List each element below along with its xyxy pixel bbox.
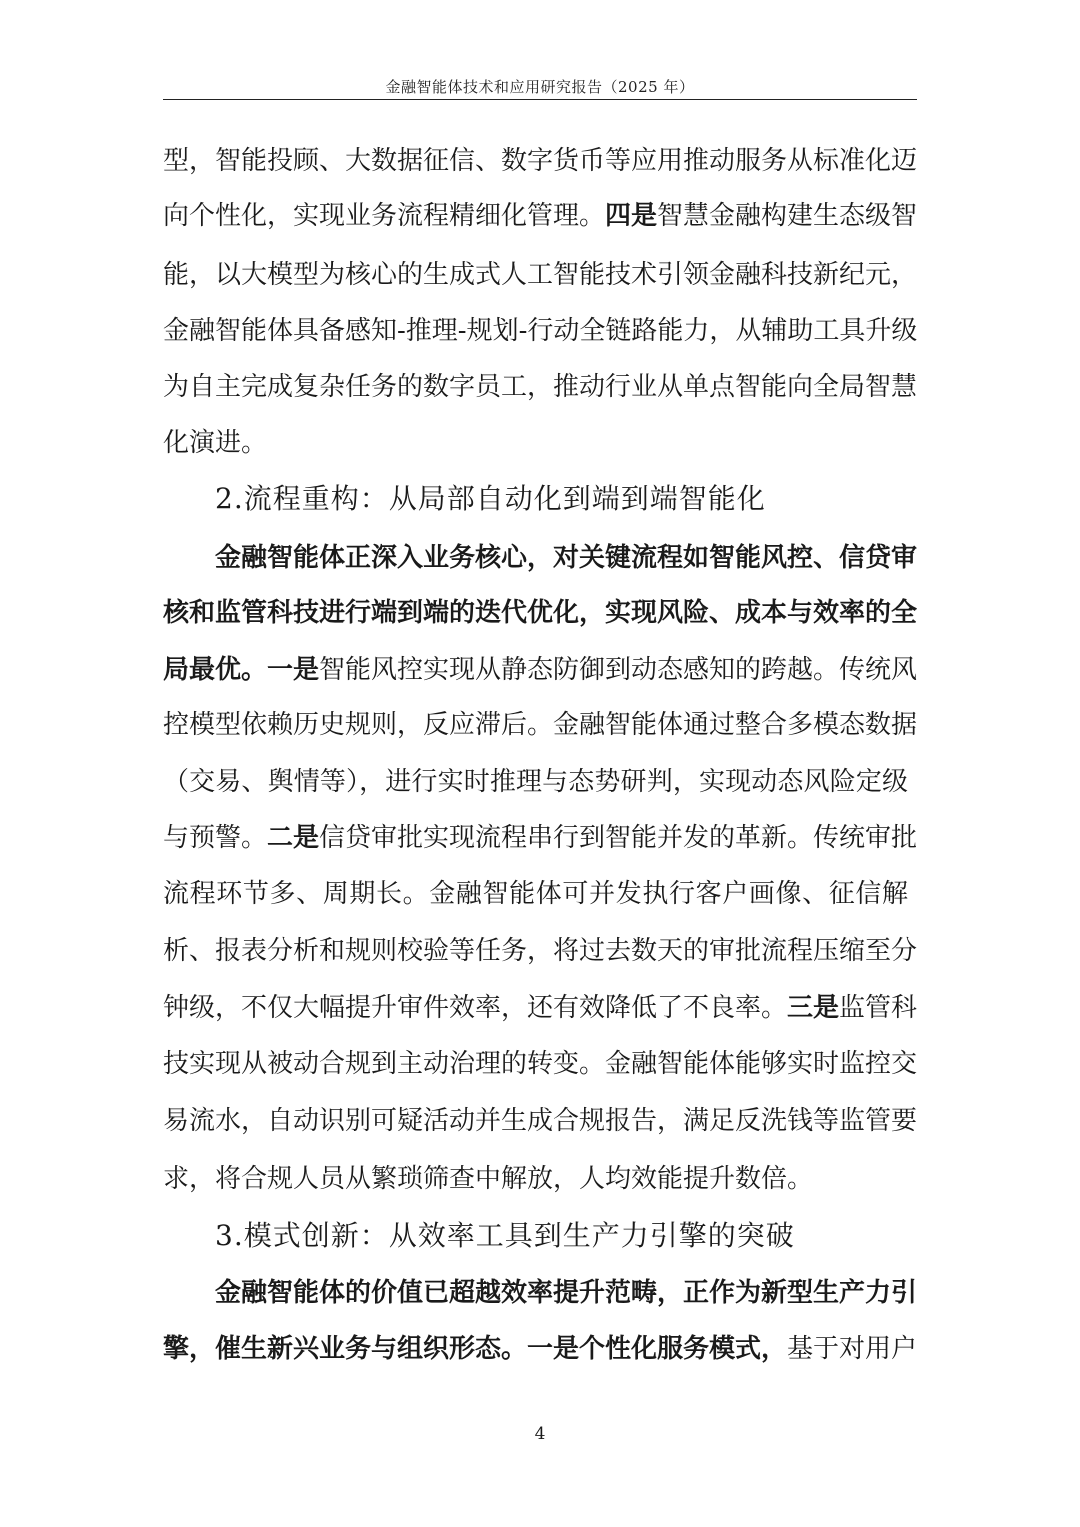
text-line (163, 820, 918, 856)
emphasis-text: 核和监管科技进行端到端的迭代优化，实现风险、成本与效率的全 (163, 598, 918, 628)
text-line (163, 764, 908, 800)
text-run: 型，智能投顾、大数据征信、数字货币等应用推动服务从标准化迈 (163, 146, 918, 176)
text-line (163, 1103, 918, 1139)
text-line (163, 1046, 918, 1082)
emphasis-text: 金融智能体的价值已超越效率提升范畴，正作为新型生产力引 (215, 1278, 918, 1308)
text-run: 技实现从被动合规到主动治理的转变。金融智能体能够实时监控交 (163, 1049, 918, 1079)
text-line (163, 369, 918, 405)
text-line (163, 652, 918, 688)
text-line (163, 198, 918, 234)
page-number: 4 (534, 1424, 546, 1444)
text-run: 基于对用户 (787, 1334, 918, 1364)
text-run: 钟级，不仅大幅提升审件效率，还有效降低了不良率。 (163, 993, 788, 1023)
text-line (163, 1331, 918, 1367)
text-run: 易流水，自动识别可疑活动并生成合规报告，满足反洗钱等监管要 (163, 1106, 918, 1136)
text-run: 析、报表分析和规则校验等任务，将过去数天的审批流程压缩至分 (163, 936, 918, 966)
text-line (215, 1275, 918, 1311)
text-run: 金融智能体具备感知-推理-规划-行动全链路能力，从辅助工具升级 (163, 316, 918, 346)
text-run: （交易、舆情等），进行实时推理与态势研判，实现动态风险定级 (163, 767, 908, 797)
text-run: 化演进。 (163, 428, 268, 458)
text-line (163, 257, 918, 293)
emphasis-text: 三是 (787, 993, 840, 1023)
text-run: 与预警。 (163, 823, 268, 853)
text-run: 向个性化，实现业务流程精细化管理。 (163, 201, 606, 231)
text-line (163, 1161, 908, 1197)
text-line (163, 707, 918, 743)
text-line (163, 143, 918, 179)
text-run: 流程环节多、周期长。金融智能体可并发执行客户画像、征信解 (163, 879, 908, 909)
text-run: 信贷审批实现流程串行到智能并发的革新。传统审批 (319, 823, 918, 853)
page-header: 金融智能体技术和应用研究报告（2025 年） (385, 78, 695, 96)
section-heading: 2.流程重构：从局部自动化到端到端智能化 (215, 482, 766, 515)
emphasis-text: 局最优。一是 (163, 655, 320, 685)
text-line (163, 876, 908, 912)
text-run: 智慧金融构建生态级智 (657, 201, 918, 231)
emphasis-text: 四是 (605, 201, 658, 231)
text-line (215, 540, 918, 576)
header-rule (163, 99, 917, 100)
text-run: 智能风控实现从静态防御到动态感知的跨越。传统风 (319, 655, 918, 685)
text-line (163, 595, 918, 631)
text-line (163, 990, 918, 1026)
emphasis-text: 金融智能体正深入业务核心，对关键流程如智能风控、信贷审 (215, 543, 918, 573)
emphasis-text: 擎，催生新兴业务与组织形态。一是个性化服务模式， (163, 1334, 788, 1364)
text-run: 控模型依赖历史规则，反应滞后。金融智能体通过整合多模态数据 (163, 710, 918, 740)
text-line (163, 425, 908, 461)
text-run: 为自主完成复杂任务的数字员工，推动行业从单点智能向全局智慧 (163, 372, 918, 402)
text-run: 求，将合规人员从繁琐筛查中解放，人均效能提升数倍。 (163, 1164, 814, 1194)
section-heading: 3.模式创新：从效率工具到生产力引擎的突破 (215, 1219, 795, 1252)
text-line (163, 933, 918, 969)
text-run: 能，以大模型为核心的生成式人工智能技术引领金融科技新纪元， (163, 260, 918, 290)
emphasis-text: 二是 (267, 823, 320, 853)
text-run: 监管科 (839, 993, 918, 1023)
text-line (163, 313, 918, 349)
